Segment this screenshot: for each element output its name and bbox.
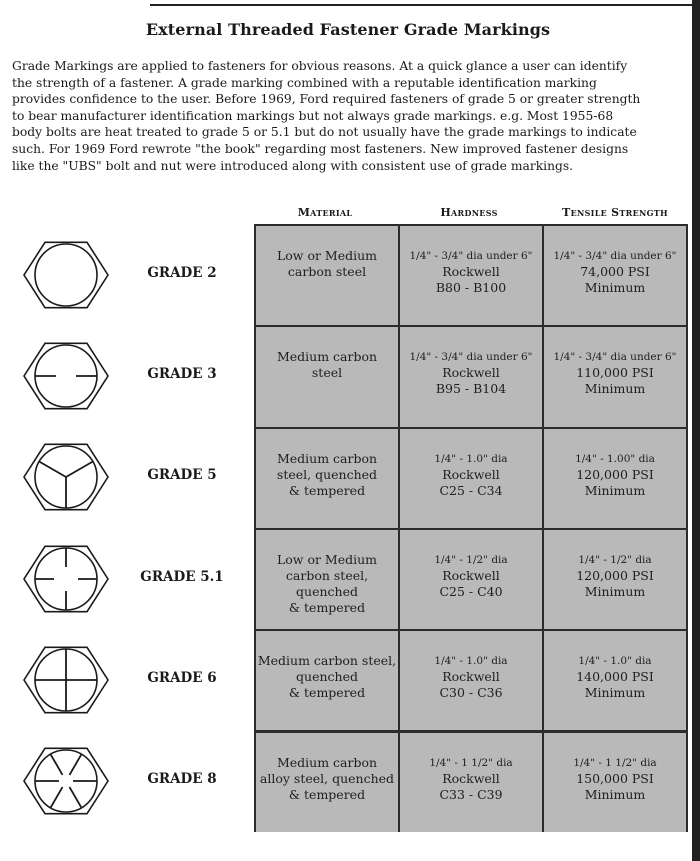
hex-head-six-marks-icon bbox=[22, 741, 110, 821]
tensile-size: 1/4" - 1/2" dia bbox=[578, 553, 652, 566]
grade-mark-line bbox=[70, 787, 82, 808]
material-line: & tempered bbox=[288, 786, 366, 802]
intro-line: body bolts are heat treated to grade 5 or 5.1 but do not usually have the grade markings to indicate bbox=[12, 125, 637, 140]
grade-mark-line bbox=[70, 754, 82, 775]
grade-table bbox=[254, 224, 688, 832]
material-line: Medium carbon bbox=[276, 349, 378, 365]
hardness-range: B95 - B104 bbox=[435, 381, 507, 397]
hex-head-four-marks-icon bbox=[22, 539, 110, 619]
tensile-size: 1/4" - 1.00" dia bbox=[575, 452, 655, 465]
hardness-cell bbox=[400, 530, 542, 629]
grade-label: GRADE 6 bbox=[147, 669, 217, 686]
hardness-cell bbox=[400, 429, 542, 528]
intro-line: Grade Markings are applied to fasteners for obvious reasons. At a quick glance a user can identify bbox=[12, 59, 628, 73]
hardness-cell bbox=[400, 631, 542, 730]
material-cell bbox=[256, 327, 398, 426]
material-line: Low or Medium bbox=[276, 551, 378, 567]
intro-line: the strength of a fastener. A grade marking combined with a reputable identification marking bbox=[12, 75, 597, 90]
tensile-value: 74,000 PSI bbox=[580, 264, 650, 279]
grade-label: GRADE 5.1 bbox=[140, 568, 224, 585]
material-cell bbox=[256, 429, 398, 528]
material-cell bbox=[256, 226, 398, 325]
tensile-note: Minimum bbox=[584, 583, 646, 599]
hardness-range: C30 - C36 bbox=[439, 685, 503, 701]
hardness-size: 1/4" - 3/4" dia under 6" bbox=[409, 351, 533, 364]
tensile-size: 1/4" - 1.0" dia bbox=[578, 655, 652, 668]
intro-paragraph bbox=[12, 58, 684, 174]
material-cell bbox=[256, 530, 398, 629]
intro-line: like the "UBS" bolt and nut were introduced along with consistent use of grade markings. bbox=[12, 158, 574, 173]
tensile-cell bbox=[544, 530, 686, 629]
tensile-note: Minimum bbox=[584, 786, 646, 802]
hardness-size: 1/4" - 1.0" dia bbox=[434, 452, 508, 465]
tensile-note: Minimum bbox=[584, 381, 646, 397]
tensile-size: 1/4" - 1 1/2" dia bbox=[573, 756, 657, 769]
hardness-size: 1/4" - 1 1/2" dia bbox=[429, 756, 513, 769]
hex-head-no-marks-icon bbox=[22, 235, 110, 315]
tensile-cell bbox=[544, 733, 686, 832]
tensile-note: Minimum bbox=[584, 482, 646, 498]
grade-mark-line bbox=[51, 754, 63, 775]
hardness-cell bbox=[400, 733, 542, 832]
grade-label: GRADE 2 bbox=[147, 264, 217, 281]
material-line: alloy steel, quenched bbox=[259, 770, 395, 786]
tensile-cell bbox=[544, 429, 686, 528]
grade-label: GRADE 8 bbox=[147, 771, 217, 788]
material-line: Medium carbon bbox=[276, 754, 378, 770]
tensile-note: Minimum bbox=[584, 685, 646, 701]
hardness-size: 1/4" - 1.0" dia bbox=[434, 655, 508, 668]
material-line: steel, quenched bbox=[276, 466, 378, 482]
tensile-cell bbox=[544, 327, 686, 426]
intro-line: such. For 1969 Ford rewrote "the book" regarding most fasteners. New improved fastener designs bbox=[12, 141, 629, 156]
hardness-size: 1/4" - 3/4" dia under 6" bbox=[409, 250, 533, 262]
hardness-scale: Rockwell bbox=[442, 567, 500, 583]
header-hardness: Hardness bbox=[440, 206, 498, 219]
tensile-size: 1/4" - 3/4" dia under 6" bbox=[553, 250, 677, 262]
hex-outline bbox=[24, 242, 108, 307]
hardness-range: C33 - C39 bbox=[439, 786, 503, 802]
tensile-size: 1/4" - 3/4" dia under 6" bbox=[553, 351, 677, 364]
hardness-scale: Rockwell bbox=[442, 264, 500, 279]
hardness-range: C25 - C40 bbox=[439, 583, 503, 599]
hardness-range: B80 - B100 bbox=[435, 280, 507, 295]
tensile-value: 140,000 PSI bbox=[576, 669, 654, 685]
page-edge-bar bbox=[692, 0, 700, 861]
material-line: & tempered bbox=[288, 599, 366, 615]
page-title: External Threaded Fastener Grade Markings bbox=[145, 20, 551, 39]
material-line: quenched bbox=[296, 583, 358, 599]
hardness-cell bbox=[400, 327, 542, 426]
hardness-scale: Rockwell bbox=[442, 770, 500, 786]
tensile-value: 110,000 PSI bbox=[576, 365, 654, 381]
tensile-note: Minimum bbox=[584, 280, 646, 295]
hardness-scale: Rockwell bbox=[442, 466, 500, 482]
material-cell bbox=[256, 631, 398, 730]
material-line: steel bbox=[311, 365, 343, 381]
tensile-value: 120,000 PSI bbox=[576, 466, 654, 482]
hex-head-three-marks-icon bbox=[22, 437, 110, 517]
material-line: quenched bbox=[296, 669, 358, 685]
material-line: & tempered bbox=[288, 482, 366, 498]
tensile-cell bbox=[544, 226, 686, 325]
tensile-cell bbox=[544, 631, 686, 730]
hex-head-four-lines-icon bbox=[22, 640, 110, 720]
hardness-size: 1/4" - 1/2" dia bbox=[434, 553, 508, 566]
material-line: Low or Medium bbox=[276, 248, 378, 263]
material-cell bbox=[256, 733, 398, 832]
top-rule bbox=[150, 4, 700, 6]
grade-label: GRADE 5 bbox=[147, 467, 217, 484]
grade-mark-line bbox=[51, 787, 63, 808]
material-line: carbon steel bbox=[287, 264, 367, 279]
header-tensile-strength: Tensile Strength bbox=[562, 206, 668, 219]
material-line: carbon steel, bbox=[285, 567, 369, 583]
intro-line: to bear manufacturer identification markings but not always grade markings. e.g. Most 1955-68 bbox=[12, 108, 614, 123]
header-material: Material bbox=[297, 206, 353, 219]
tensile-value: 150,000 PSI bbox=[576, 770, 654, 786]
tensile-value: 120,000 PSI bbox=[576, 567, 654, 583]
material-line: & tempered bbox=[288, 685, 366, 701]
hardness-scale: Rockwell bbox=[442, 365, 500, 381]
material-line: Medium carbon bbox=[276, 450, 378, 466]
intro-line: provides confidence to the user. Before 1969, Ford required fasteners of grade 5 or greater strength bbox=[12, 92, 641, 107]
grade-mark-line bbox=[66, 462, 93, 478]
material-line: Medium carbon steel, bbox=[257, 653, 397, 669]
washer-circle bbox=[35, 244, 97, 306]
grade-mark-line bbox=[39, 462, 66, 478]
hardness-scale: Rockwell bbox=[442, 669, 500, 685]
hex-head-two-marks-icon bbox=[22, 336, 110, 416]
grade-label: GRADE 3 bbox=[147, 365, 217, 382]
hardness-cell bbox=[400, 226, 542, 325]
hardness-range: C25 - C34 bbox=[439, 482, 503, 498]
